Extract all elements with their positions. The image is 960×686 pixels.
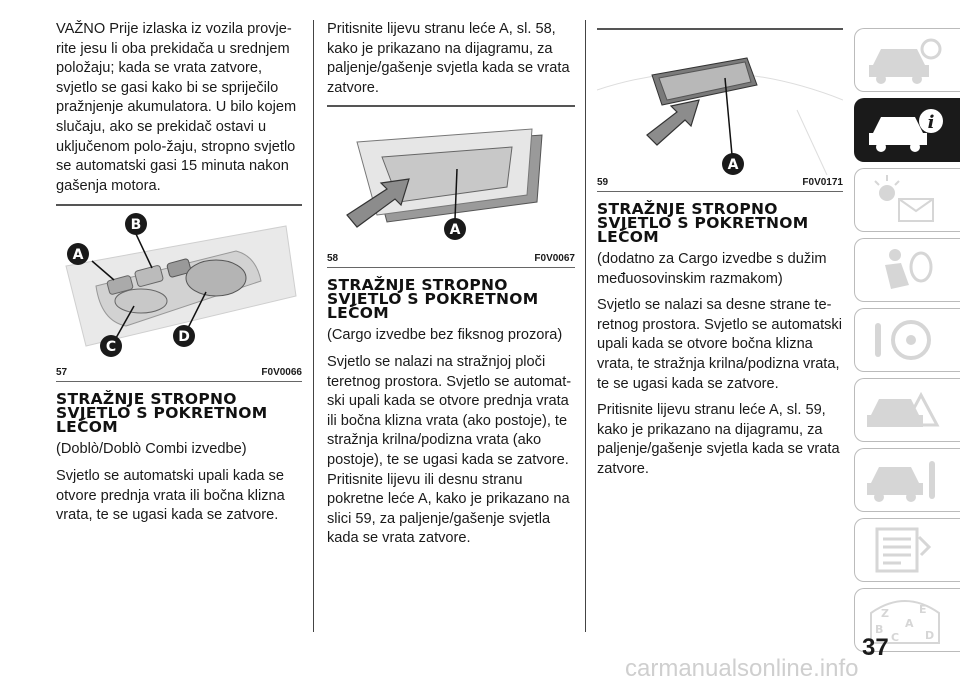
figure-59-illustration	[597, 30, 843, 176]
tab-knowing-vehicle[interactable]	[854, 98, 960, 162]
car-wrench-icon	[865, 455, 945, 505]
svg-text:A: A	[905, 617, 914, 630]
svg-text:D: D	[925, 629, 935, 642]
tab-dashboard[interactable]	[854, 28, 960, 92]
figure-number: 58	[327, 253, 339, 265]
watermark: carmanualsonline.info	[625, 655, 859, 682]
svg-text:B: B	[875, 623, 884, 636]
label-a: A	[72, 247, 84, 264]
figure-59	[597, 28, 843, 192]
figure-code: F0V0171	[802, 177, 843, 188]
label-a: A	[727, 157, 739, 173]
figure-57-illustration	[56, 206, 302, 366]
label-b: B	[130, 217, 142, 234]
section-body-instruction: Pritisnite lijevu stranu leće A, sl. 59, kako je prikazano na dijagramu, za paljenje/gašenje svjetla kada se vrata zatvore.	[597, 402, 840, 477]
section-title: STRAŽNJE STROPNO SVJETLO S POKRETNOM LEĆOM	[56, 390, 268, 437]
figure-58-illustration	[327, 107, 575, 252]
section-body: Svjetlo se automatski upali kada se otvore prednja vrata ili bočna klizna vrata, te se ugasi kada se zatvore.	[56, 467, 285, 524]
instruction-text: Pritisnite lijevu stranu leće A, sl. 58, kako je prikazano na dijagramu, za paljenje/gašenje svjetla kada se vrata zatvore.	[327, 21, 570, 96]
section-subtitle: (Doblò/Doblò Combi izvedbe)	[56, 441, 247, 458]
warning-light-icon	[865, 175, 945, 225]
tab-servicing[interactable]	[854, 448, 960, 512]
tab-technical-data[interactable]	[854, 518, 960, 582]
car-dashboard-icon	[865, 35, 945, 85]
section-title: STRAŽNJE STROPNO SVJETLO S POKRETNOM LEĆOM	[327, 276, 539, 323]
svg-text:Z: Z	[881, 607, 889, 620]
section-subtitle: (dodatno za Cargo izvedbe s dužim međuosovinskim razmakom)	[597, 251, 827, 287]
figure-caption	[597, 176, 843, 191]
section-body: Svjetlo se nalazi na stražnjoj ploči teretnog prostora. Svjetlo se automat-ski upali kada se otvore prednja vrata ili bočna klizna vrata (ako postoje), te stražnja krilna/podizna vrata (ako postoje), te se ugasi kada se zatvore.	[327, 353, 572, 468]
svg-text:E: E	[919, 603, 927, 616]
figure-number: 59	[597, 177, 609, 188]
tab-starting-driving[interactable]	[854, 308, 960, 372]
figure-code: F0V0066	[261, 367, 302, 379]
steering-wheel-icon	[865, 315, 945, 365]
figure-caption	[56, 366, 302, 381]
important-note: VAŽNO Prije izlaska iz vozila provje-rite jesu li oba prekidača u srednjem položaju; kada se vrata zatvore, svjetlo se gasi kako bi se spriječilo pražnjenje akumulatora. U bilo kojem slučaju, ako se prekidač ostavi u uključenom polo-žaju, stropno svjetlo se automatski gasi 15 minuta nakon gašenja motora.	[56, 21, 297, 194]
column-right	[597, 20, 843, 487]
section-title: STRAŽNJE STROPNO SVJETLO S POKRETNOM LEĆOM	[597, 200, 809, 246]
car-triangle-icon	[865, 385, 945, 435]
section-body: Svjetlo se nalazi sa desne strane te-retnog prostora. Svjetlo se automatski upali kada se otvore bočna klizna vrata, te stražnja krilna/podizna vrata, te se ugasi kada se zatvore.	[597, 297, 842, 392]
column-divider	[585, 20, 586, 632]
seat-airbag-icon	[865, 245, 945, 295]
svg-text:i: i	[927, 112, 935, 133]
figure-code: F0V0067	[534, 253, 575, 265]
svg-text:C: C	[891, 631, 900, 644]
figure-57	[56, 204, 302, 382]
tab-emergency[interactable]	[854, 378, 960, 442]
column-divider	[313, 20, 314, 632]
figure-caption	[327, 252, 575, 267]
tab-safety[interactable]	[854, 238, 960, 302]
page-number: 37	[862, 634, 889, 661]
tab-warning-lights[interactable]	[854, 168, 960, 232]
column-middle	[327, 20, 575, 556]
section-body-instruction: Pritisnite lijevu ili desnu stranu pokretne leće A, kako je prikazano na slici 59, za paljenje/gašenje svjetla kada se vrata zatvore.	[327, 471, 570, 547]
label-c: C	[105, 339, 117, 356]
figure-number: 57	[56, 367, 68, 379]
section-subtitle: (Cargo izvedbe bez fiksnog prozora)	[327, 327, 563, 344]
column-left	[56, 20, 302, 533]
label-d: D	[178, 329, 190, 346]
car-info-icon	[865, 105, 945, 155]
technical-data-icon	[865, 525, 945, 575]
figure-58	[327, 105, 575, 268]
label-a: A	[449, 222, 461, 239]
